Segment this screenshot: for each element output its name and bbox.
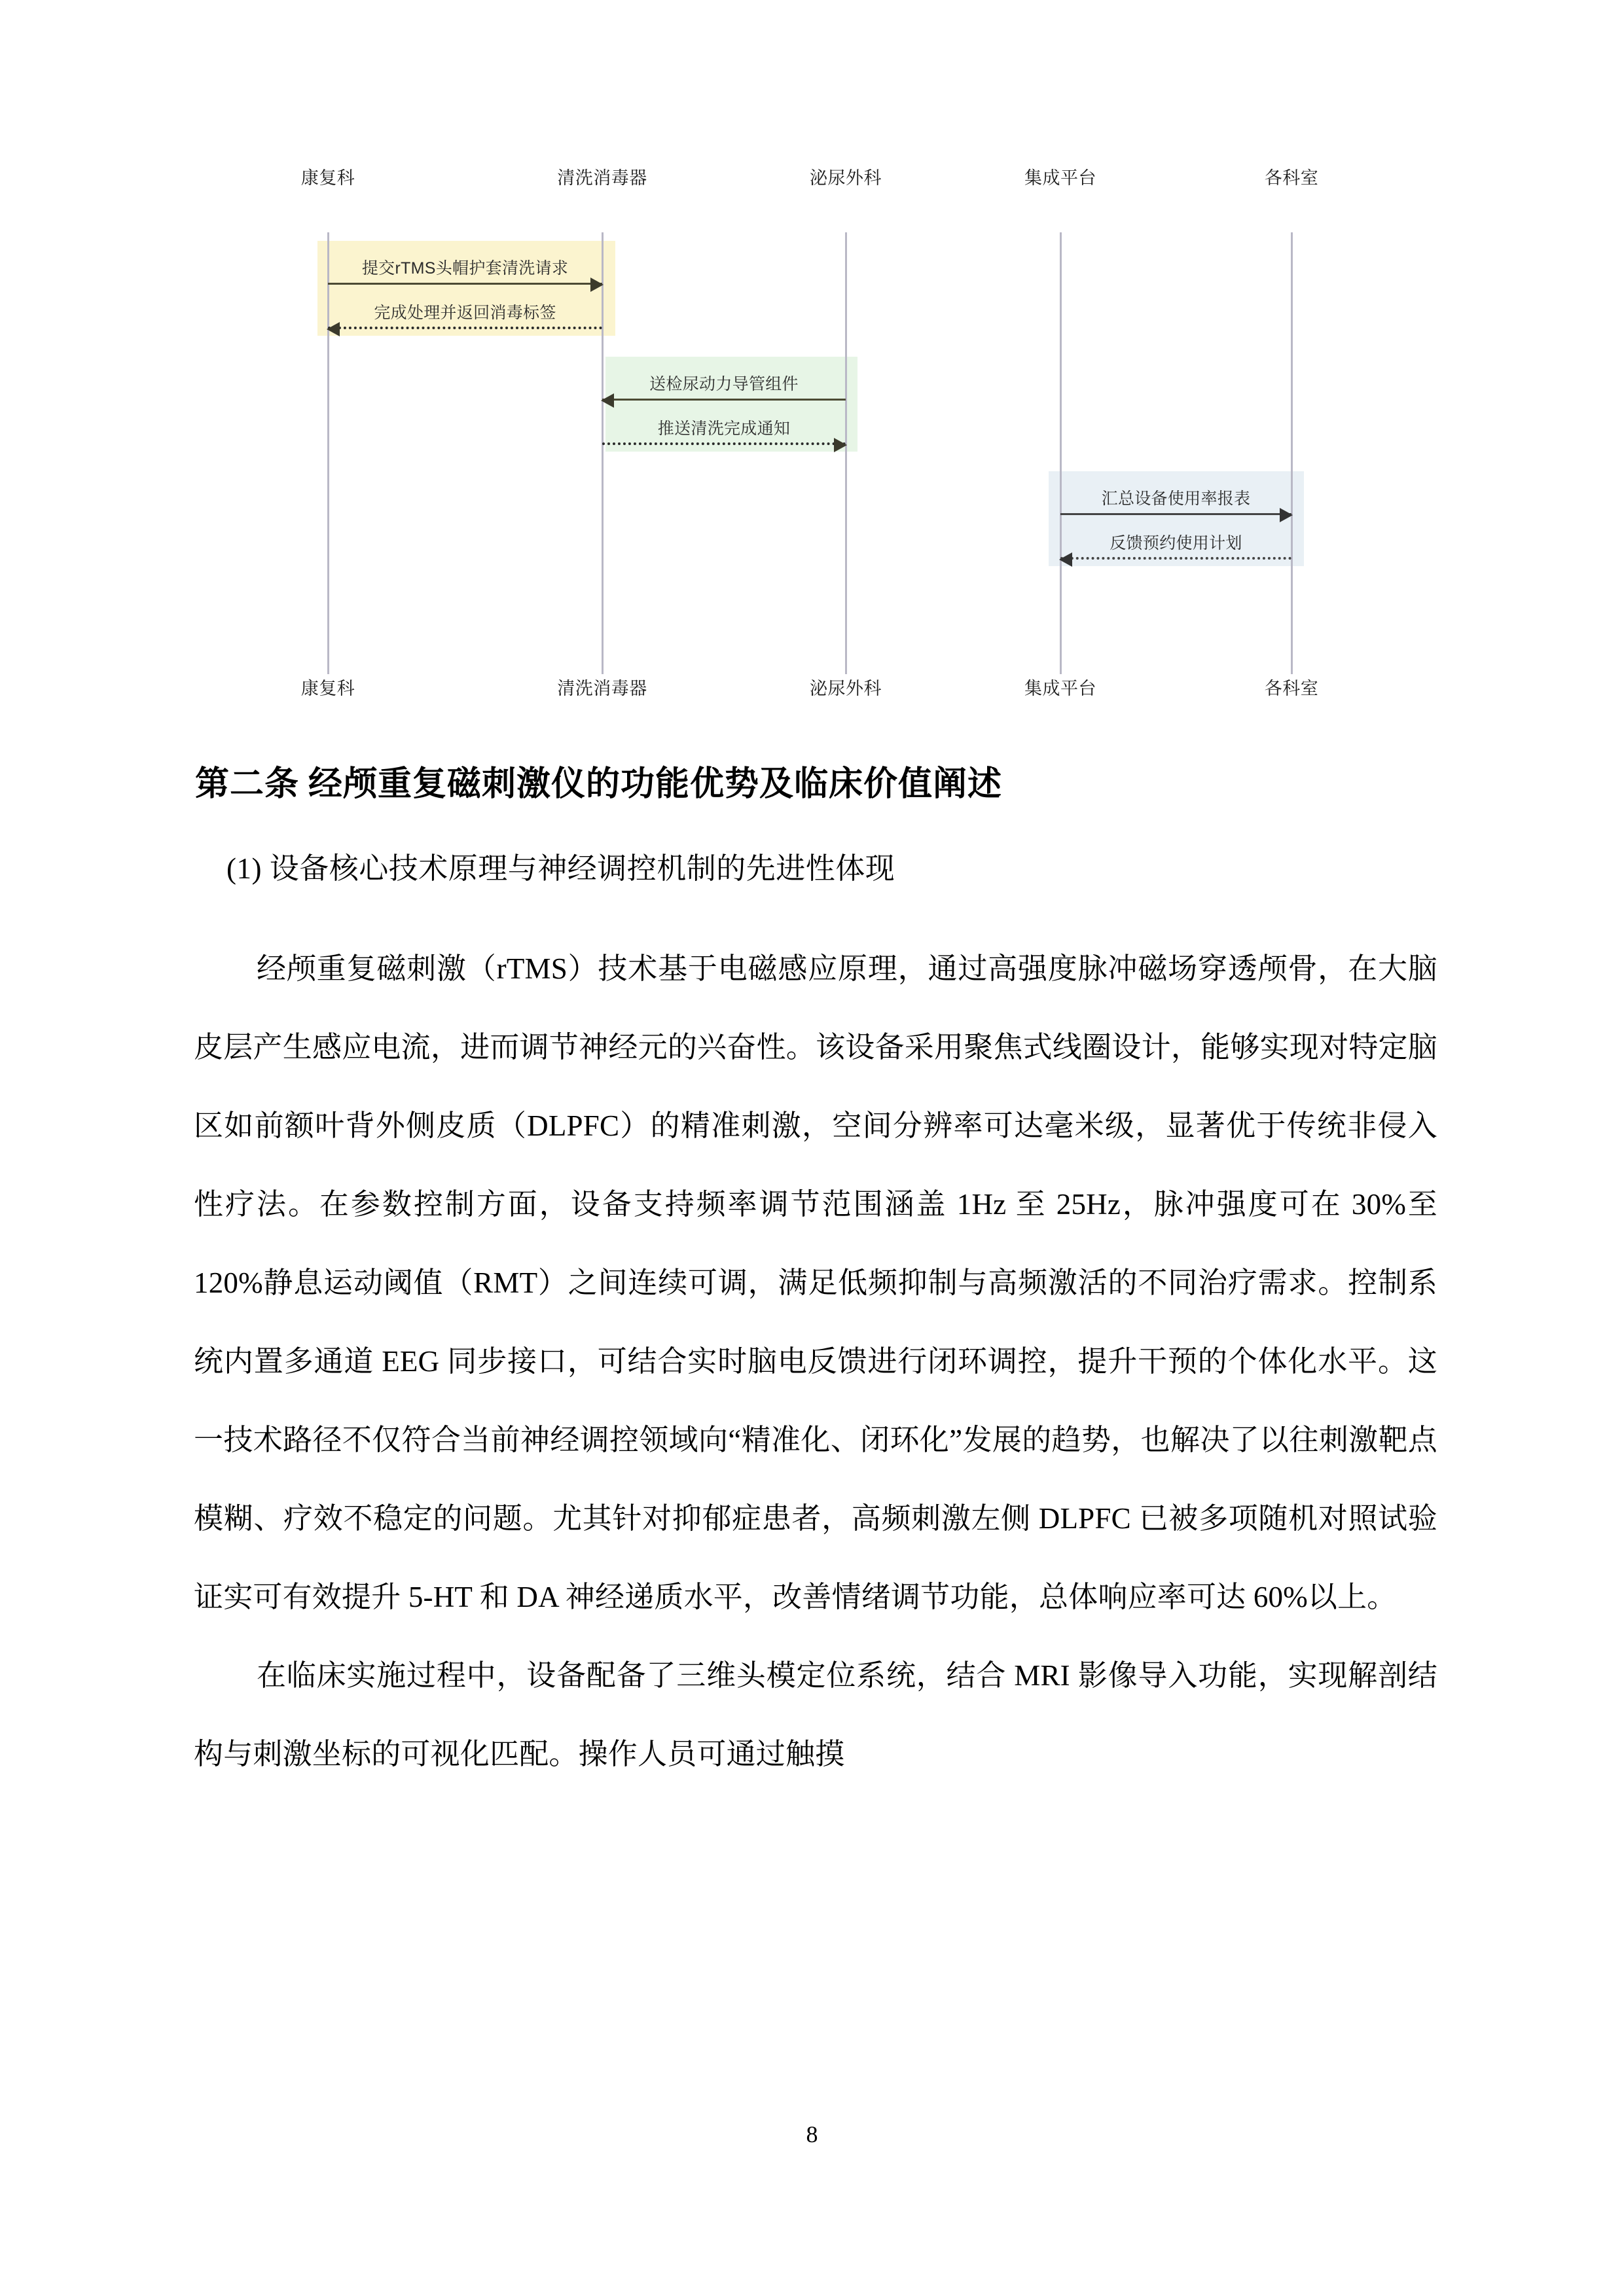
message-label: 提交rTMS头帽护套清洗请求 (361, 259, 569, 278)
message-label: 送检尿动力导管组件 (649, 375, 799, 393)
body-text (194, 929, 1437, 1793)
message-line (602, 442, 846, 445)
message-label: 反馈预约使用计划 (1110, 534, 1242, 552)
actor-label-bottom-3: 泌尿外科 (810, 679, 882, 698)
page-heading: 第二条 经颅重复磁刺激仪的功能优势及临床价值阐述 (195, 766, 1003, 803)
message-label: 汇总设备使用率报表 (1101, 490, 1251, 508)
page-subheading: (1) 设备核心技术原理与神经调控机制的先进性体现 (226, 852, 895, 885)
sequence-message (328, 293, 602, 332)
lifeline-3 (845, 232, 847, 674)
paragraph: 经颅重复磁刺激（rTMS）技术基于电磁感应原理，通过高强度脉冲磁场穿透颅骨，在大脑皮层产生感应电流，进而调节神经元的兴奋性。该设备采用聚焦式线圈设计，能够实现对特定脑区如前额叶背外侧皮质（DLPFC）的精准刺激，空间分辨率可达毫米级，显著优于传统非侵入性疗法。在参数控制方面，设备支持频率调节范围涵盖 1Hz 至 25Hz，脉冲强度可在 30%至 120%静息运动阈值（RMT）之间连续可调，满足低频抑制与高频激活的不同治疗需求。控制系统内置多通道 EEG 同步接口，可结合实时脑电反馈进行闭环调控，提升干预的个体化水平。这一技术路径不仅符合当前神经调控领域向“精准化、闭环化”发展的趋势，也解决了以往刺激靶点模糊、疗效不稳定的问题。尤其针对抑郁症患者，高频刺激左侧 DLPFC 已被多项随机对照试验证实可有效提升 5-HT 和 DA 神经递质水平，改善情绪调节功能，总体响应率可达 60%以上。 (194, 952, 1437, 1613)
actor-label-bottom-5: 各科室 (1264, 679, 1319, 698)
lifeline-4 (1060, 232, 1062, 674)
actor-label-top-2: 清洗消毒器 (557, 168, 647, 188)
message-line (1060, 557, 1291, 560)
message-line (328, 283, 602, 285)
message-line (1060, 513, 1291, 515)
actor-label-top-5: 各科室 (1264, 168, 1319, 188)
actor-label-bottom-2: 清洗消毒器 (557, 679, 647, 698)
sequence-message (1060, 524, 1291, 563)
sequence-message (602, 409, 846, 448)
message-line (328, 327, 602, 329)
paragraph: 在临床实施过程中，设备配备了三维头模定位系统，结合 MRI 影像导入功能，实现解剖结构与刺激坐标的可视化匹配。操作人员可通过触摸 (194, 1659, 1437, 1770)
arrow-head-icon (601, 393, 614, 408)
sequence-message (328, 249, 602, 288)
arrow-head-icon (1059, 552, 1072, 567)
actor-label-top-4: 集成平台 (1024, 168, 1096, 188)
message-label: 推送清洗完成通知 (657, 420, 791, 438)
message-line (602, 399, 846, 401)
sequence-message (1060, 479, 1291, 518)
page-number: 8 (806, 2121, 818, 2147)
message-label: 完成处理并返回消毒标签 (374, 304, 556, 322)
actor-label-bottom-1: 康复科 (300, 679, 355, 698)
arrow-head-icon (834, 438, 847, 452)
lifeline-5 (1291, 232, 1293, 674)
actor-label-top-3: 泌尿外科 (810, 168, 882, 188)
arrow-head-icon (327, 322, 340, 336)
arrow-head-icon (590, 278, 604, 292)
actor-label-bottom-4: 集成平台 (1024, 679, 1096, 698)
sequence-diagram (216, 164, 1420, 700)
arrow-head-icon (1280, 508, 1293, 522)
sequence-message (602, 365, 846, 404)
actor-label-top-1: 康复科 (300, 168, 355, 188)
